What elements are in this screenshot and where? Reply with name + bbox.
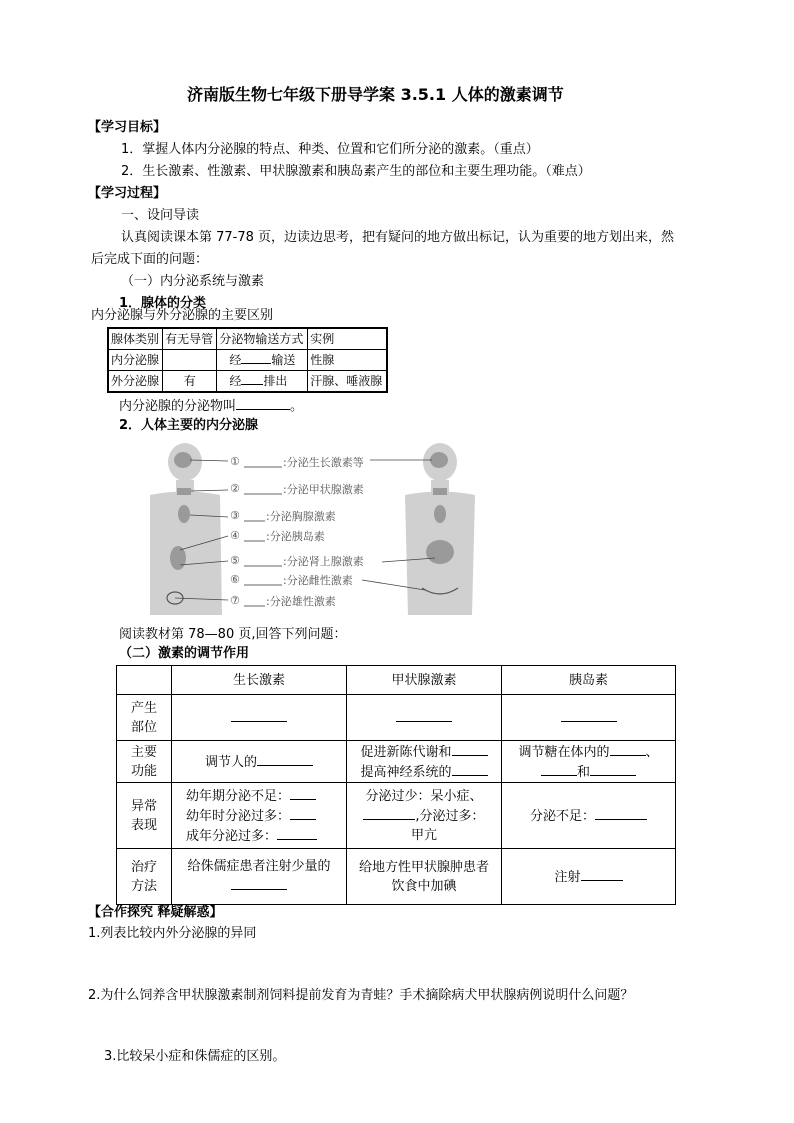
cell-text: 饮食中加碘 <box>391 878 457 894</box>
table-cell: 性腺 <box>308 350 387 371</box>
table-cell <box>502 695 676 741</box>
cell-text: 分泌过少：呆小症、 <box>365 788 483 804</box>
cell-text: 幼年期分泌不足： <box>186 788 291 804</box>
goal-1: 1．掌握人体内分泌腺的特点、种类、位置和它们所分泌的激素。（重点） <box>121 142 539 157</box>
diagram-number: ⑥ <box>230 573 240 586</box>
table-cell <box>172 741 347 783</box>
blank-line <box>610 742 646 756</box>
question-1: 1.列表比较内外分泌腺的异同 <box>88 926 257 941</box>
page-title: 济南版生物七年级下册导学案 3.5.1 人体的激素调节 <box>187 85 564 104</box>
diagram-text: :分泌生长激素等 <box>283 456 364 469</box>
item-1-sub: 内分泌腺与外分泌腺的主要区别 <box>91 308 274 323</box>
secretion-text: 内分泌腺的分泌物叫 <box>119 399 237 414</box>
cell-text: 输送 <box>271 353 296 367</box>
cell-text: 给侏儒症患者注射少量的 <box>187 859 331 874</box>
blank-line <box>290 806 316 820</box>
table-header-row <box>117 666 676 695</box>
blank-line <box>241 371 263 385</box>
diagram-number: ① <box>230 455 240 468</box>
blank-line <box>231 876 287 890</box>
table-cell: 内分泌腺 <box>108 350 163 371</box>
table-cell <box>347 695 502 741</box>
cell-text: 幼年时分泌过多： <box>186 808 291 824</box>
table-cell <box>172 783 347 849</box>
intro-heading: 一、设问导读 <box>121 208 200 223</box>
item-2: 2．人体主要的内分泌腺 <box>119 418 259 433</box>
blank-line <box>236 396 290 410</box>
diagram-number: ⑦ <box>230 594 240 607</box>
cell-text: 排出 <box>263 374 288 388</box>
table-cell: 有 <box>163 371 217 393</box>
cell-text: ,分泌过多： <box>415 808 485 824</box>
cell-text: 促进新陈代谢和 <box>360 744 452 760</box>
row-header <box>117 783 172 849</box>
cell-text: 调节人的 <box>204 754 257 770</box>
diagram-text: :分泌雄性激素 <box>266 595 336 608</box>
question-3: 3.比较呆小症和侏儒症的区别。 <box>104 1049 286 1064</box>
table-row <box>117 695 676 741</box>
cell-text: 提高神经系统的 <box>360 764 452 780</box>
diagram-text: :分泌肾上腺激素 <box>283 555 364 568</box>
blank-line <box>590 762 636 776</box>
diagram-text: :分泌甲状腺激素 <box>283 483 364 496</box>
section-1-heading: （一）内分泌系统与激素 <box>121 274 265 289</box>
blank-line <box>363 806 415 820</box>
question-2: 2.为什么饲养含甲状腺激素制剂饲料提前发育为青蛙？手术摘除病犬甲状腺病例说明什么问题？ <box>88 988 634 1003</box>
table-cell <box>502 849 676 905</box>
cell-text: 和 <box>576 764 590 780</box>
intro-line-1: 认真阅读课本第 77-78 页，边读边思考，把有疑问的地方做出标记，认为重要的地方划出来，然 <box>121 230 675 245</box>
goal-2: 2．生长激素、性激素、甲状腺激素和胰岛素产生的部位和主要生理功能。（难点） <box>121 164 591 179</box>
table-row <box>117 783 676 849</box>
table-header-cell <box>117 666 172 695</box>
blank-line <box>231 708 287 722</box>
table-header-cell: 腺体类别 <box>108 328 163 350</box>
cell-text: 甲亢 <box>410 827 437 843</box>
table-cell <box>172 849 347 905</box>
table-cell <box>347 849 502 905</box>
row-header <box>117 695 172 741</box>
table-header-cell: 有无导管 <box>163 328 217 350</box>
table-cell: 外分泌腺 <box>108 371 163 393</box>
read-instruction: 阅读教材第 78—80 页,回答下列问题： <box>119 627 347 642</box>
table-row <box>117 849 676 905</box>
gland-comparison-table <box>107 327 388 393</box>
table-cell <box>347 741 502 783</box>
diagram-text: :分泌胰岛素 <box>266 530 325 543</box>
cell-text: 调节糖在体内的 <box>518 744 610 760</box>
table-cell <box>172 695 347 741</box>
process-heading: 【学习过程】 <box>88 186 167 201</box>
blank-line <box>277 826 317 840</box>
blank-line <box>290 786 316 800</box>
secretion-line: 内分泌腺的分泌物叫 。 <box>119 396 303 416</box>
row-header-text: 主要功能 <box>130 744 157 779</box>
table-header-cell: 胰岛素 <box>502 666 676 695</box>
row-header-text: 治疗方法 <box>130 859 157 894</box>
row-header <box>117 849 172 905</box>
table-row <box>108 371 387 393</box>
row-header <box>117 741 172 783</box>
table-row <box>117 741 676 783</box>
blank-line <box>241 350 271 364</box>
diagram-text: :分泌胸腺激素 <box>266 510 336 523</box>
blank-line <box>581 867 623 881</box>
goals-heading: 【学习目标】 <box>88 120 167 135</box>
cell-text: 给地方性甲状腺肿患者 <box>358 859 489 875</box>
diagram-number: ③ <box>230 509 240 522</box>
table-cell <box>347 783 502 849</box>
table-header-cell: 分泌物输送方式 <box>217 328 308 350</box>
diagram-number: ④ <box>230 529 240 542</box>
blank-line <box>595 806 647 820</box>
hormone-table <box>116 665 676 905</box>
diagram-text: :分泌雌性激素 <box>283 574 353 587</box>
table-row <box>108 350 387 371</box>
table-header-cell: 生长激素 <box>172 666 347 695</box>
row-header-text: 异常表现 <box>130 798 157 833</box>
blank-line <box>396 708 452 722</box>
table-cell <box>217 350 308 371</box>
cell-text: 成年分泌过多： <box>186 828 278 844</box>
table-cell <box>502 783 676 849</box>
table-header-cell: 甲状腺激素 <box>347 666 502 695</box>
table-header-row <box>108 328 387 350</box>
section-2-heading: （二）激素的调节作用 <box>119 646 250 661</box>
blank-line <box>257 752 313 766</box>
table-header-cell: 实例 <box>308 328 387 350</box>
blank-line <box>452 742 488 756</box>
diagram-number: ⑤ <box>230 554 240 567</box>
cell-text: 注射 <box>554 869 581 885</box>
blank-line <box>541 762 577 776</box>
table-cell: 汗腺、唾液腺 <box>308 371 387 393</box>
coop-heading: 【合作探究 释疑解惑】 <box>88 905 223 920</box>
table-cell: 调节糖在体内的 、 和 <box>502 741 676 783</box>
cell-text: 分泌不足： <box>529 808 595 824</box>
blank-line <box>561 708 617 722</box>
intro-line-2: 后完成下面的问题： <box>91 252 209 267</box>
item-1: 1．腺体的分类 <box>119 296 207 311</box>
endocrine-diagram <box>150 440 480 615</box>
blank-line <box>452 762 488 776</box>
table-cell <box>217 371 308 393</box>
cell-text: 经 <box>229 374 242 388</box>
row-header-text: 产生部位 <box>130 700 157 735</box>
cell-text: 经 <box>229 353 242 367</box>
table-cell <box>163 350 217 371</box>
diagram-number: ② <box>230 482 240 495</box>
